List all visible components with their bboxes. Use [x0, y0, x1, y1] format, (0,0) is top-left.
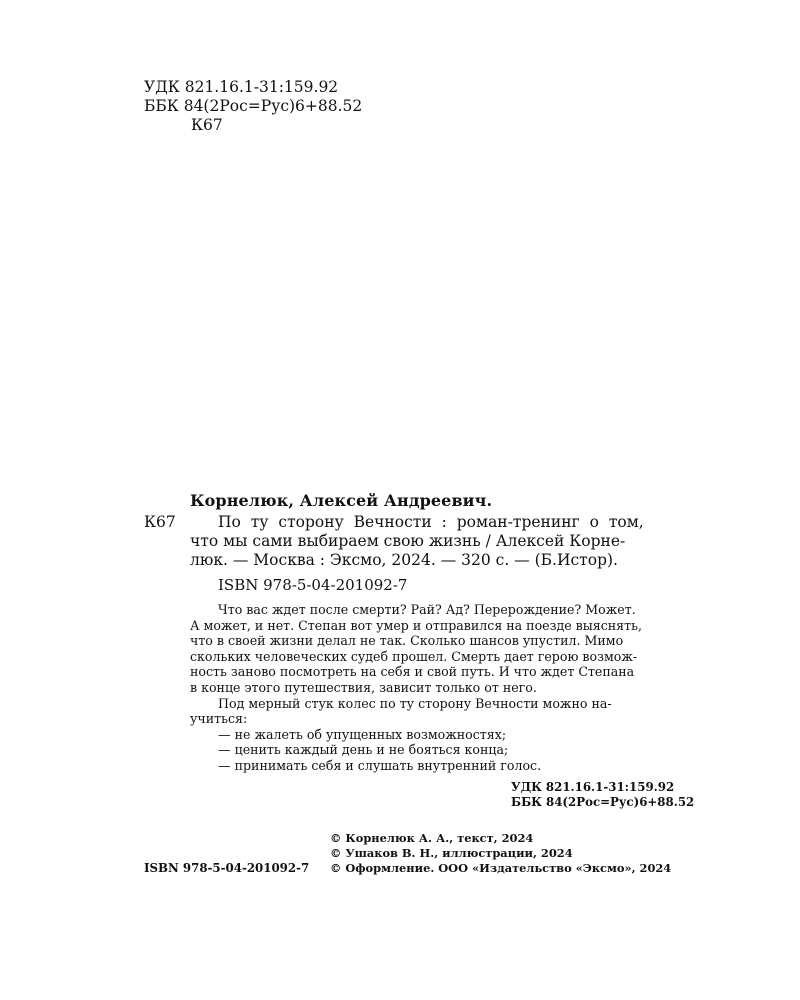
- copyright-design: © Оформление. ООО «Издательство «Эксмо», 2024: [330, 861, 672, 875]
- author-mark-top: К67: [191, 116, 223, 134]
- annotation-line: в конце этого путешествия, зависит только от него.: [190, 679, 537, 695]
- annotation-line: учиться:: [190, 711, 248, 727]
- record-line-1: По ту сторону Вечности : роман-тренинг о том,: [218, 513, 644, 531]
- udk-annotation: УДК 821.16.1-31:159.92: [511, 780, 675, 794]
- bbk-top: ББК 84(2Рос=Рус)6+88.52: [144, 97, 363, 115]
- isbn-footer: ISBN 978-5-04-201092-7: [144, 861, 310, 875]
- copyright-text: © Корнелюк А. А., текст, 2024: [330, 831, 534, 845]
- isbn-record: ISBN 978-5-04-201092-7: [218, 576, 408, 594]
- annotation-line: А может, и нет. Степан вот умер и отправился на поезде выяснять,: [190, 617, 642, 633]
- annotation-line: Что вас ждет после смерти? Рай? Ад? Перерождение? Может.: [218, 602, 636, 617]
- annotation-line: скольких человеческих судеб прошел. Смерть дает герою возмож-: [190, 648, 638, 664]
- annotation-list-item: — принимать себя и слушать внутренний голос.: [218, 757, 542, 773]
- author-mark-record: К67: [144, 513, 176, 531]
- annotation: [190, 602, 642, 774]
- copyright-illustrations: © Ушаков В. Н., иллюстрации, 2024: [330, 846, 573, 860]
- annotation-line: что в своей жизни делал не так. Сколько шансов упустил. Мимо: [190, 633, 624, 649]
- author-heading: Корнелюк, Алексей Андреевич.: [190, 491, 493, 510]
- record-line-2: что мы сами выбираем свою жизнь / Алексей Корне-: [190, 532, 626, 550]
- annotation-list-item: — ценить каждый день и не бояться конца;: [218, 742, 509, 758]
- udk-top: УДК 821.16.1-31:159.92: [144, 78, 339, 96]
- annotation-list-item: — не жалеть об упущенных возможностях;: [218, 726, 507, 742]
- annotation-line: ность заново посмотреть на себя и свой путь. И что ждет Степана: [190, 664, 635, 680]
- annotation-line: Под мерный стук колес по ту сторону Вечности можно на-: [218, 695, 612, 711]
- bbk-annotation: ББК 84(2Рос=Рус)6+88.52: [511, 795, 695, 809]
- record-line-3: люк. — Москва : Эксмо, 2024. — 320 с. — (Б.Истор).: [190, 551, 618, 569]
